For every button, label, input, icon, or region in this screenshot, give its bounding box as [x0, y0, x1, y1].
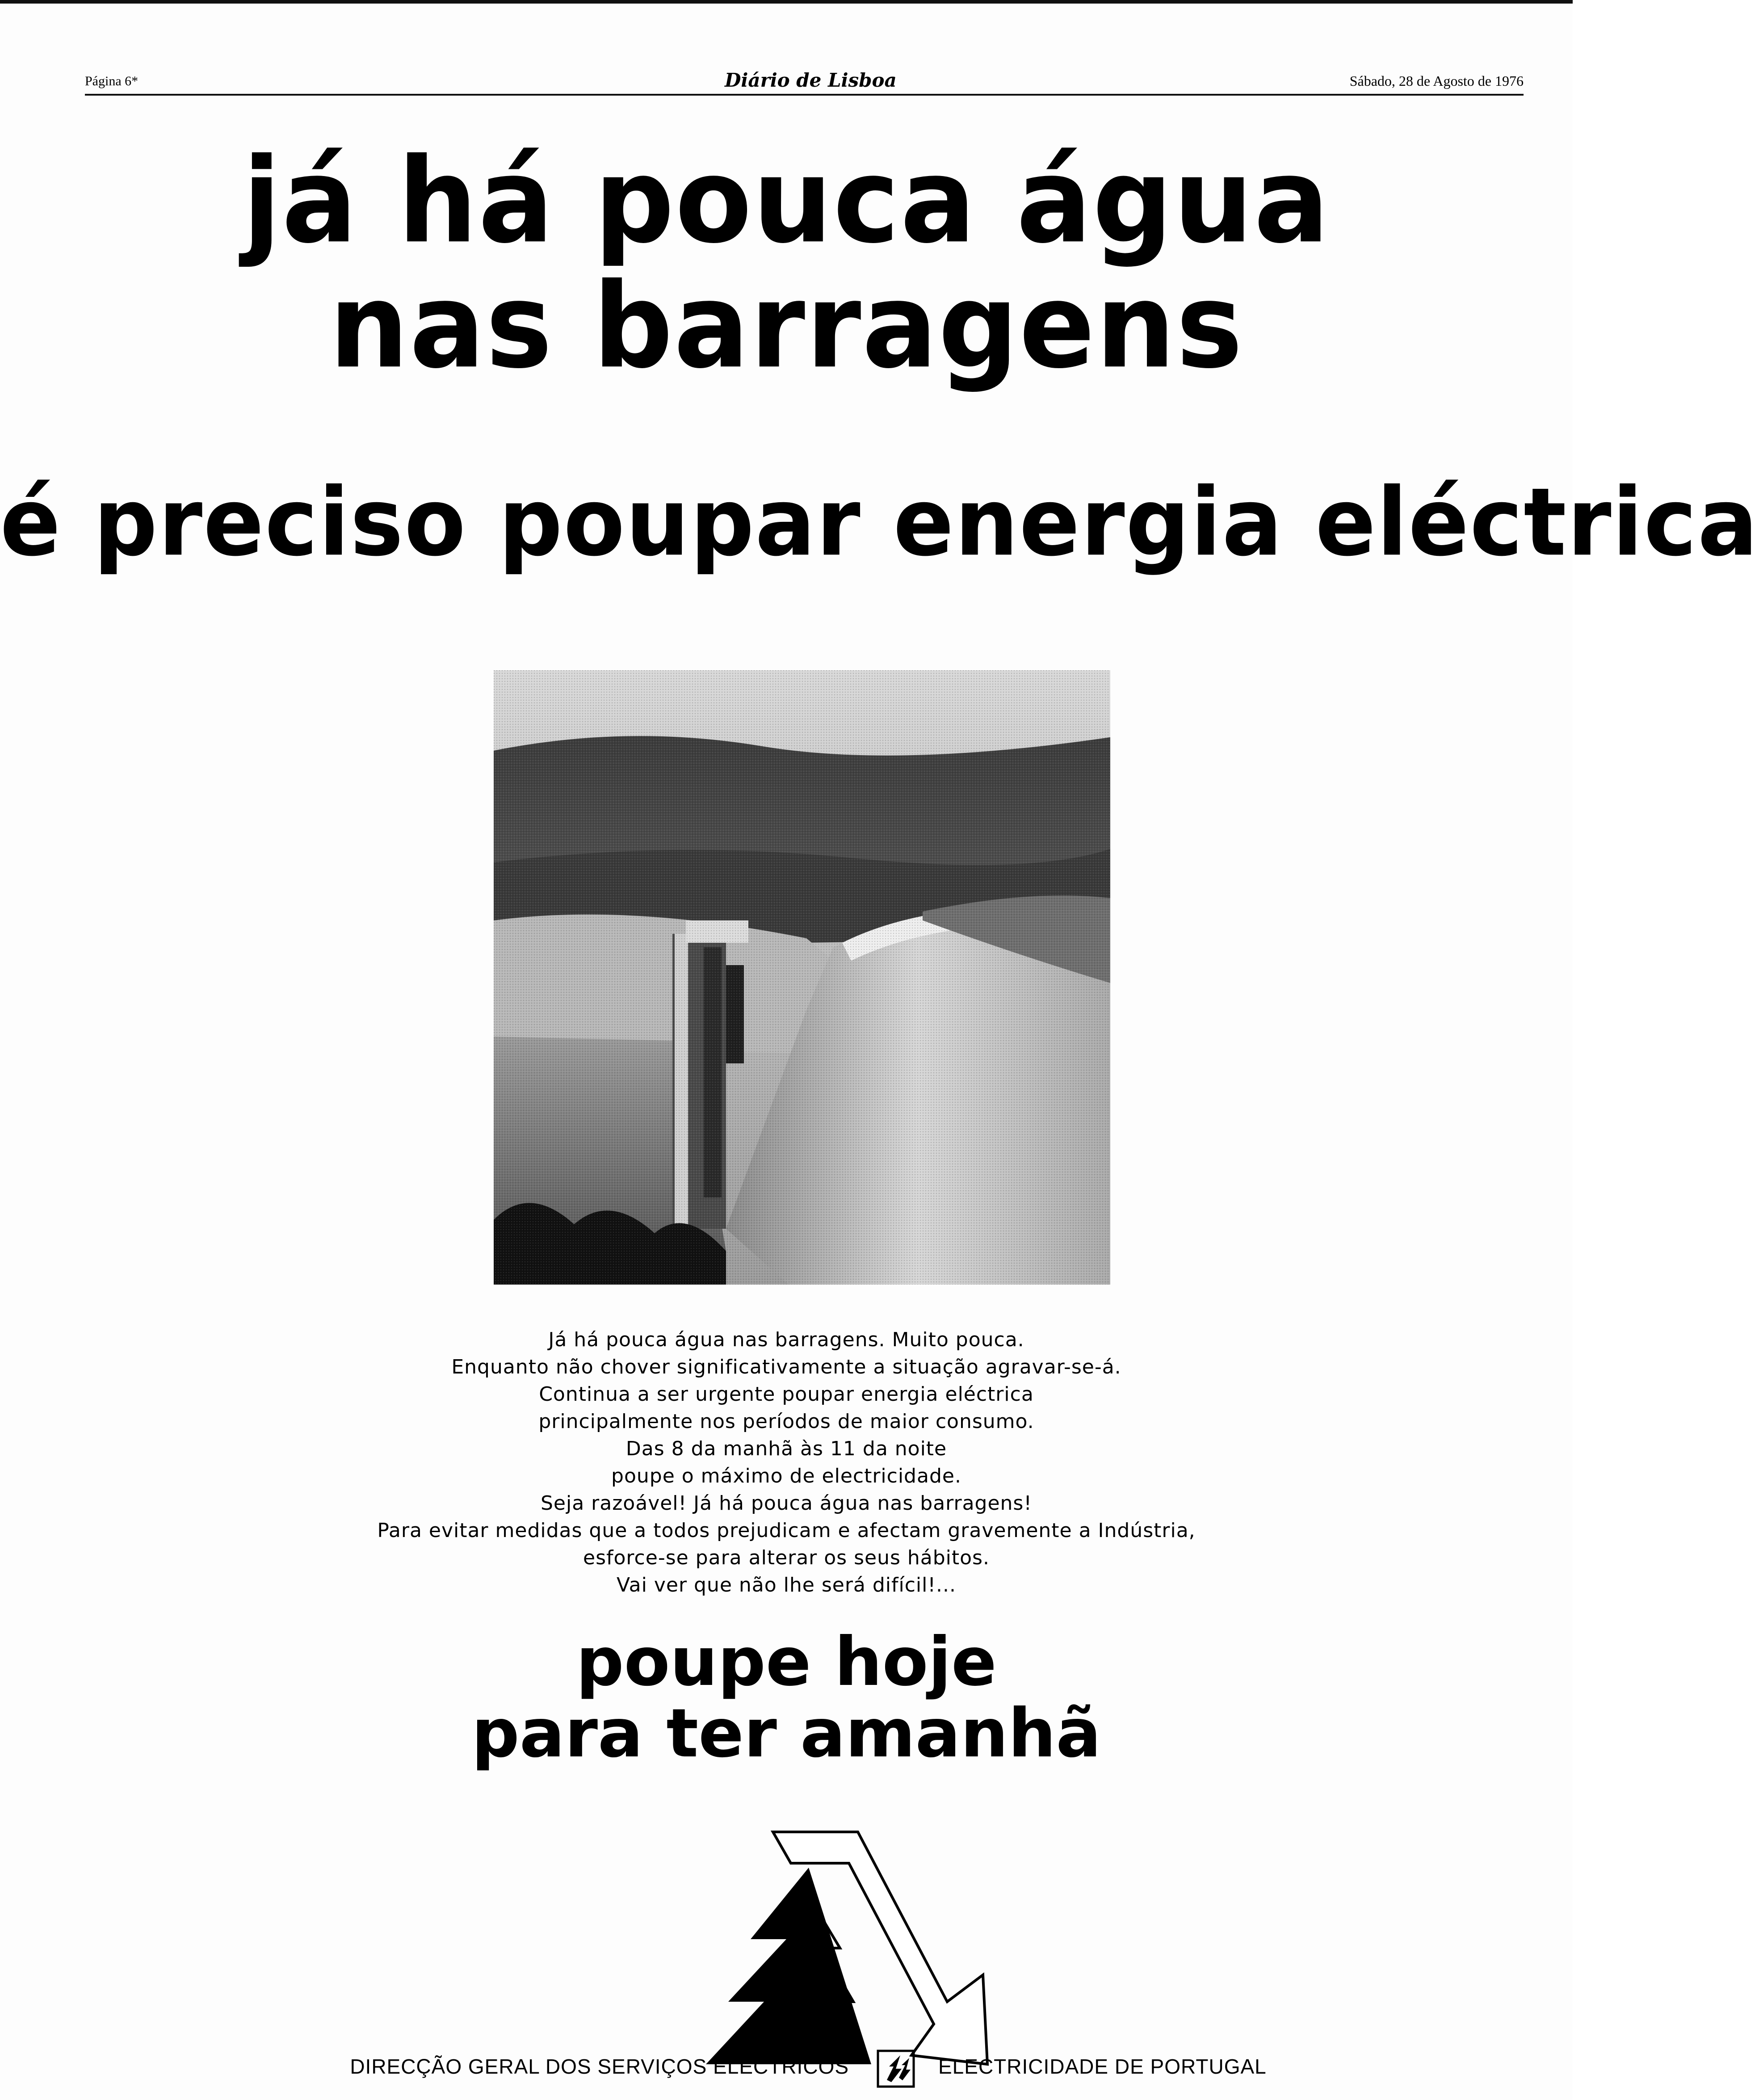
edp-logo-icon [867, 2042, 925, 2096]
body-line: principalmente nos períodos de maior consumo. [538, 1410, 1034, 1433]
footer-left-label: DIRECÇÃO GERAL DOS SERVIÇOS ELÉCTRICOS [350, 2055, 849, 2078]
body-line: Enquanto não chover significativamente a situação agravar-se-á. [451, 1356, 1121, 1378]
body-line: Vai ver que não lhe será difícil!... [617, 1574, 956, 1596]
footer-right-label: ELECTRICIDADE DE PORTUGAL [938, 2055, 1267, 2078]
body-line: Seja razoável! Já há pouca água nas barragens! [540, 1492, 1032, 1515]
body-line: Para evitar medidas que a todos prejudicam e afectam gravemente a Indústria, [377, 1519, 1196, 1542]
body-line: Já há pouca água nas barragens. Muito pouca. [548, 1328, 1024, 1351]
dam-photograph [494, 670, 1110, 1285]
header-rule [85, 94, 1524, 96]
headline-line-1: já há pouca água [242, 132, 1331, 269]
ad-footer [0, 2042, 1573, 2087]
headline-line-2: nas barragens [329, 257, 1244, 395]
top-border-rule [0, 0, 1573, 4]
body-line: Continua a ser urgente poupar energia eléctrica [539, 1383, 1034, 1406]
running-header [85, 69, 1524, 105]
ad-body-text [268, 1326, 1305, 1599]
issue-date: Sábado, 28 de Agosto de 1976 [1345, 73, 1524, 89]
subheadline: é preciso poupar energia eléctrica [0, 468, 1759, 577]
page-number: Página 6* [85, 74, 143, 89]
slogan-line-2: para ter amanhã [471, 1695, 1101, 1772]
body-line: poupe o máximo de electricidade. [611, 1465, 961, 1487]
lightning-arrow-emblem-icon [679, 1814, 1001, 2064]
body-line: esforce-se para alterar os seus hábitos. [583, 1546, 990, 1569]
body-line: Das 8 da manhã às 11 da noite [626, 1437, 947, 1460]
slogan-line-1: poupe hoje [576, 1623, 997, 1701]
newspaper-name: Diário de Lisboa [719, 69, 902, 91]
